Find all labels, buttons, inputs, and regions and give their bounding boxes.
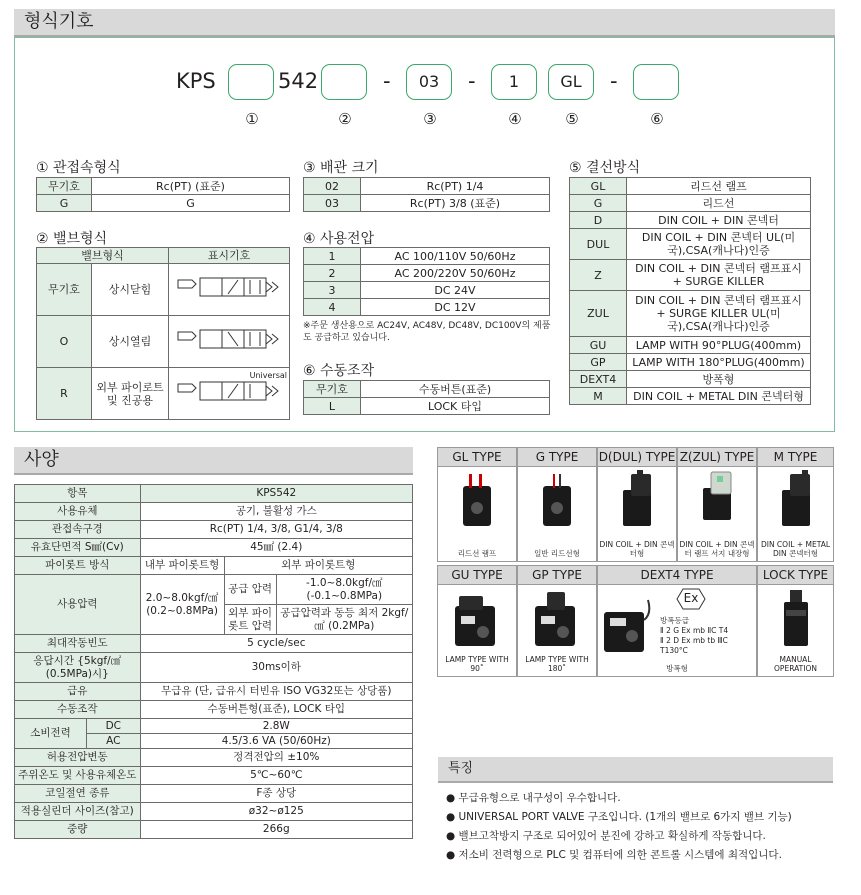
spec-label: 사용압력 bbox=[15, 575, 141, 635]
spec-value: 외부 파이롯트형 bbox=[224, 557, 412, 575]
spec-value: 30ms이하 bbox=[140, 653, 412, 683]
type-caption: LAMP TYPE WITH 90˚ bbox=[445, 655, 509, 673]
table-cell: Rc(PT) 3/8 (표준) bbox=[361, 195, 550, 212]
type-title: GL TYPE bbox=[438, 448, 516, 467]
table-cell: M bbox=[570, 388, 627, 405]
spec-label: 파이롯트 방식 bbox=[15, 557, 141, 575]
voltage-note: ※주문 생산용으로 AC24V, AC48V, DC48V, DC100V의 제품도 공급하고 있습니다. bbox=[303, 321, 551, 343]
metal-din-coil-icon bbox=[776, 470, 816, 528]
type-title: GU TYPE bbox=[438, 566, 516, 585]
spec-label: 사용유체 bbox=[15, 503, 141, 521]
sec6-title: ⑥ 수동조작 bbox=[303, 363, 375, 379]
spec-label: 최대작동빈도 bbox=[15, 635, 141, 653]
sec2-title: ② 밸브형식 bbox=[36, 231, 108, 247]
section-header-spec: 사양 bbox=[14, 447, 413, 475]
table-cell: DIN COIL + DIN 콘넥터 램프표시 + SURGE KILLER UL(미국),CSA(캐나다)인증 bbox=[627, 291, 811, 337]
table-cell: DIN COIL + METAL DIN 콘넥터형 bbox=[627, 388, 811, 405]
type-card-d bbox=[597, 447, 677, 562]
table-cell: GL bbox=[570, 178, 627, 195]
table-cell: 무기호 bbox=[37, 178, 92, 195]
section-header-model-code: 형식기호 bbox=[14, 9, 835, 37]
spec-label: 주위온도 및 사용유체온도 bbox=[15, 767, 141, 785]
valve-symbol-icon bbox=[174, 318, 284, 362]
table-cell: LAMP WITH 180°PLUG(400mm) bbox=[627, 354, 811, 371]
type-caption: DIN COIL + DIN 콘넥터 램프 서지 내장형 bbox=[679, 540, 755, 558]
spec-value: 공급 압력 bbox=[224, 575, 276, 605]
type-caption: 리드선 램프 bbox=[457, 549, 497, 558]
coil-lamp-icon bbox=[459, 472, 495, 532]
universal-label: Universal bbox=[249, 371, 287, 380]
table-cell: DIN COIL + DIN 콘넥터 bbox=[627, 212, 811, 229]
type-card-gu bbox=[437, 565, 517, 677]
table-cell: Rc(PT) 1/4 bbox=[361, 178, 550, 195]
sec4-table bbox=[303, 247, 550, 316]
table-cell: 무기호 bbox=[37, 264, 92, 316]
spec-label: 중량 bbox=[15, 821, 141, 839]
lamp-plug-90-icon bbox=[453, 592, 501, 650]
type-title: D(DUL) TYPE bbox=[598, 448, 676, 467]
table-head: 밸브형식 bbox=[37, 248, 169, 264]
model-code-row bbox=[0, 64, 861, 100]
type-caption: MANUAL OPERATION bbox=[774, 655, 817, 673]
explosion-proof-coil-icon bbox=[602, 592, 652, 656]
table-cell: Rc(PT) (표준) bbox=[92, 178, 290, 195]
table-cell: AC 100/110V 50/60Hz bbox=[361, 248, 550, 265]
code-box-1 bbox=[228, 64, 274, 100]
table-cell: 방폭형 bbox=[627, 371, 811, 388]
table-cell: G bbox=[92, 195, 290, 212]
type-card-gp bbox=[517, 565, 597, 677]
feature-item: ● UNIVERSAL PORT VALVE 구조입니다. (1개의 밸브로 6가지 밸브 기능) bbox=[446, 811, 792, 823]
valve-symbol-icon bbox=[174, 266, 284, 310]
table-cell: 무기호 bbox=[304, 381, 361, 398]
features-title: 특징 bbox=[438, 757, 833, 783]
table-cell: 외부 파이로트 및 진공용 bbox=[92, 368, 169, 420]
type-caption: 일반 리드선형 bbox=[534, 549, 580, 558]
code-num-2: ② bbox=[338, 110, 352, 128]
spec-table bbox=[14, 484, 413, 839]
din-coil-icon bbox=[617, 470, 657, 528]
spec-value: 2.8W bbox=[140, 719, 412, 734]
lamp-plug-180-icon bbox=[533, 592, 581, 650]
table-cell: 1 bbox=[304, 248, 361, 265]
type-title: G TYPE bbox=[518, 448, 596, 467]
spec-label: 소비전력 bbox=[15, 719, 87, 749]
table-cell: AC 200/220V 50/60Hz bbox=[361, 265, 550, 282]
spec-head: KPS542 bbox=[140, 485, 412, 503]
type-caption: 방폭형 bbox=[666, 664, 688, 673]
features-panel bbox=[438, 757, 833, 879]
table-cell: D bbox=[570, 212, 627, 229]
spec-value: 외부 파이롯트 압력 bbox=[224, 605, 276, 635]
code-num-3: ③ bbox=[423, 110, 437, 128]
dext4-grade-label: 방폭등급 bbox=[660, 616, 689, 625]
table-head: 표시기호 bbox=[169, 248, 290, 264]
spec-value: 2.0~8.0kgf/㎠ (0.2~0.8MPa) bbox=[140, 575, 224, 635]
code-num-4: ④ bbox=[508, 110, 522, 128]
code-mid: 542 bbox=[278, 69, 319, 93]
type-title: M TYPE bbox=[758, 448, 833, 467]
feature-item: ● 무급유형으로 내구성이 우수합니다. bbox=[446, 792, 621, 804]
feature-item: ● 저소비 전력형으로 PLC 및 컴퓨터에 의한 콘트롤 시스템에 최적입니다. bbox=[446, 849, 782, 861]
table-cell: 상시닫힘 bbox=[92, 264, 169, 316]
spec-value: Rc(PT) 1/4, 3/8, G1/4, 3/8 bbox=[140, 521, 412, 539]
type-card-z bbox=[677, 447, 757, 562]
spec-value: 5 cycle/sec bbox=[140, 635, 412, 653]
table-cell: DEXT4 bbox=[570, 371, 627, 388]
table-cell: DC 12V bbox=[361, 299, 550, 316]
table-cell: 리드선 램프 bbox=[627, 178, 811, 195]
code-dash: - bbox=[610, 69, 618, 93]
table-cell: DC 24V bbox=[361, 282, 550, 299]
table-cell: 리드선 bbox=[627, 195, 811, 212]
spec-value: 내부 파이롯트형 bbox=[140, 557, 224, 575]
table-cell: 3 bbox=[304, 282, 361, 299]
type-title: Z(ZUL) TYPE bbox=[678, 448, 756, 467]
table-cell: 2 bbox=[304, 265, 361, 282]
table-cell: 수동버튼(표준) bbox=[361, 381, 550, 398]
table-cell: DIN COIL + DIN 콘넥터 램프표시 + SURGE KILLER bbox=[627, 260, 811, 291]
valve-symbol-nc bbox=[169, 264, 290, 316]
spec-value: 공급압력과 동등 최저 2kgf/㎠ (0.2MPa) bbox=[276, 605, 412, 635]
table-cell: R bbox=[37, 368, 92, 420]
type-card-gl bbox=[437, 447, 517, 562]
sec2-table bbox=[36, 247, 290, 420]
table-cell: L bbox=[304, 398, 361, 415]
sec6-table bbox=[303, 380, 550, 415]
table-cell: GU bbox=[570, 337, 627, 354]
table-cell: LAMP WITH 90°PLUG(400mm) bbox=[627, 337, 811, 354]
sec3-table bbox=[303, 177, 550, 212]
spec-value: 4.5/3.6 VA (50/60Hz) bbox=[140, 734, 412, 749]
code-box-4: 1 bbox=[491, 64, 537, 100]
spec-label: 응답시간 {5kgf/㎠ (0.5MPa)시} bbox=[15, 653, 141, 683]
type-card-lock bbox=[757, 565, 834, 677]
code-prefix: KPS bbox=[176, 69, 216, 93]
table-cell: O bbox=[37, 316, 92, 368]
spec-value: 수동버튼형(표준), LOCK 타입 bbox=[140, 701, 412, 719]
spec-value: 266g bbox=[140, 821, 412, 839]
type-card-m bbox=[757, 447, 834, 562]
manual-lock-icon bbox=[780, 590, 812, 650]
dext4-grade-line: Ⅱ 2 G Ex mb ⅡC T4 bbox=[660, 626, 729, 635]
spec-value: 45㎟ (2.4) bbox=[140, 539, 412, 557]
valve-symbol-universal bbox=[169, 368, 290, 420]
table-cell: 03 bbox=[304, 195, 361, 212]
code-num-6: ⑥ bbox=[650, 110, 664, 128]
type-title: LOCK TYPE bbox=[758, 566, 833, 585]
spec-head: 항목 bbox=[15, 485, 141, 503]
sec3-title: ③ 배관 크기 bbox=[303, 160, 379, 176]
code-dash: - bbox=[383, 69, 391, 93]
spec-label: 급유 bbox=[15, 683, 141, 701]
table-cell: DIN COIL + DIN 콘넥터 UL(미국),CSA(캐나다)인증 bbox=[627, 229, 811, 260]
code-box-3: 03 bbox=[406, 64, 452, 100]
type-caption: LAMP TYPE WITH 180˚ bbox=[525, 655, 589, 673]
code-dash: - bbox=[468, 69, 476, 93]
table-cell: LOCK 타입 bbox=[361, 398, 550, 415]
valve-symbol-no bbox=[169, 316, 290, 368]
spec-label: 허용전압변동 bbox=[15, 749, 141, 767]
spec-value: 공기, 불활성 가스 bbox=[140, 503, 412, 521]
spec-label: 적용실린더 사이즈(참고) bbox=[15, 803, 141, 821]
spec-value: 5℃~60℃ bbox=[140, 767, 412, 785]
spec-value: ø32~ø125 bbox=[140, 803, 412, 821]
type-title: GP TYPE bbox=[518, 566, 596, 585]
table-cell: GP bbox=[570, 354, 627, 371]
code-num-5: ⑤ bbox=[565, 110, 579, 128]
table-cell: ZUL bbox=[570, 291, 627, 337]
table-cell: DUL bbox=[570, 229, 627, 260]
spec-label: 유효단면적 S㎟(Cv) bbox=[15, 539, 141, 557]
spec-label: 코일절연 종류 bbox=[15, 785, 141, 803]
coil-lead-icon bbox=[539, 472, 575, 532]
table-cell: Z bbox=[570, 260, 627, 291]
type-card-g bbox=[517, 447, 597, 562]
spec-label: DC bbox=[87, 719, 141, 734]
sec4-title: ④ 사용전압 bbox=[303, 231, 375, 247]
sec1-title: ① 관접속형식 bbox=[36, 160, 121, 176]
spec-label: 관접속구경 bbox=[15, 521, 141, 539]
features-list bbox=[438, 783, 833, 865]
sec5-title: ⑤ 결선방식 bbox=[569, 160, 641, 176]
sec1-table bbox=[36, 177, 290, 212]
feature-item: ● 밸브고착방지 구조로 되어있어 분진에 강하고 확실하게 작동합니다. bbox=[446, 830, 766, 842]
code-box-6 bbox=[633, 64, 679, 100]
code-box-2 bbox=[321, 64, 367, 100]
type-title: DEXT4 TYPE bbox=[598, 566, 756, 585]
table-cell: 02 bbox=[304, 178, 361, 195]
din-lamp-coil-icon bbox=[697, 470, 737, 522]
spec-value: 정격전압의 ±10% bbox=[140, 749, 412, 767]
sec5-table bbox=[569, 177, 811, 405]
table-cell: G bbox=[37, 195, 92, 212]
spec-value: 무급유 (단, 급유시 터빈유 ISO VG32또는 상당품) bbox=[140, 683, 412, 701]
spec-label: AC bbox=[87, 734, 141, 749]
spec-label: 수동조작 bbox=[15, 701, 141, 719]
code-num-1: ① bbox=[245, 110, 259, 128]
type-card-dext4 bbox=[597, 565, 757, 677]
dext4-grade-line: Ⅱ 2 D Ex mb tb ⅢC T130°C bbox=[660, 636, 728, 655]
table-cell: G bbox=[570, 195, 627, 212]
spec-value: -1.0~8.0kgf/㎠ (-0.1~0.8MPa) bbox=[276, 575, 412, 605]
spec-value: F종 상당 bbox=[140, 785, 412, 803]
table-cell: 상시열림 bbox=[92, 316, 169, 368]
ex-label: Ex bbox=[683, 591, 699, 605]
type-caption: DIN COIL + DIN 콘넥터형 bbox=[599, 540, 675, 558]
code-box-5: GL bbox=[548, 64, 594, 100]
table-cell: 4 bbox=[304, 299, 361, 316]
type-caption: DIN COIL + METAL DIN 콘넥터형 bbox=[760, 540, 831, 558]
